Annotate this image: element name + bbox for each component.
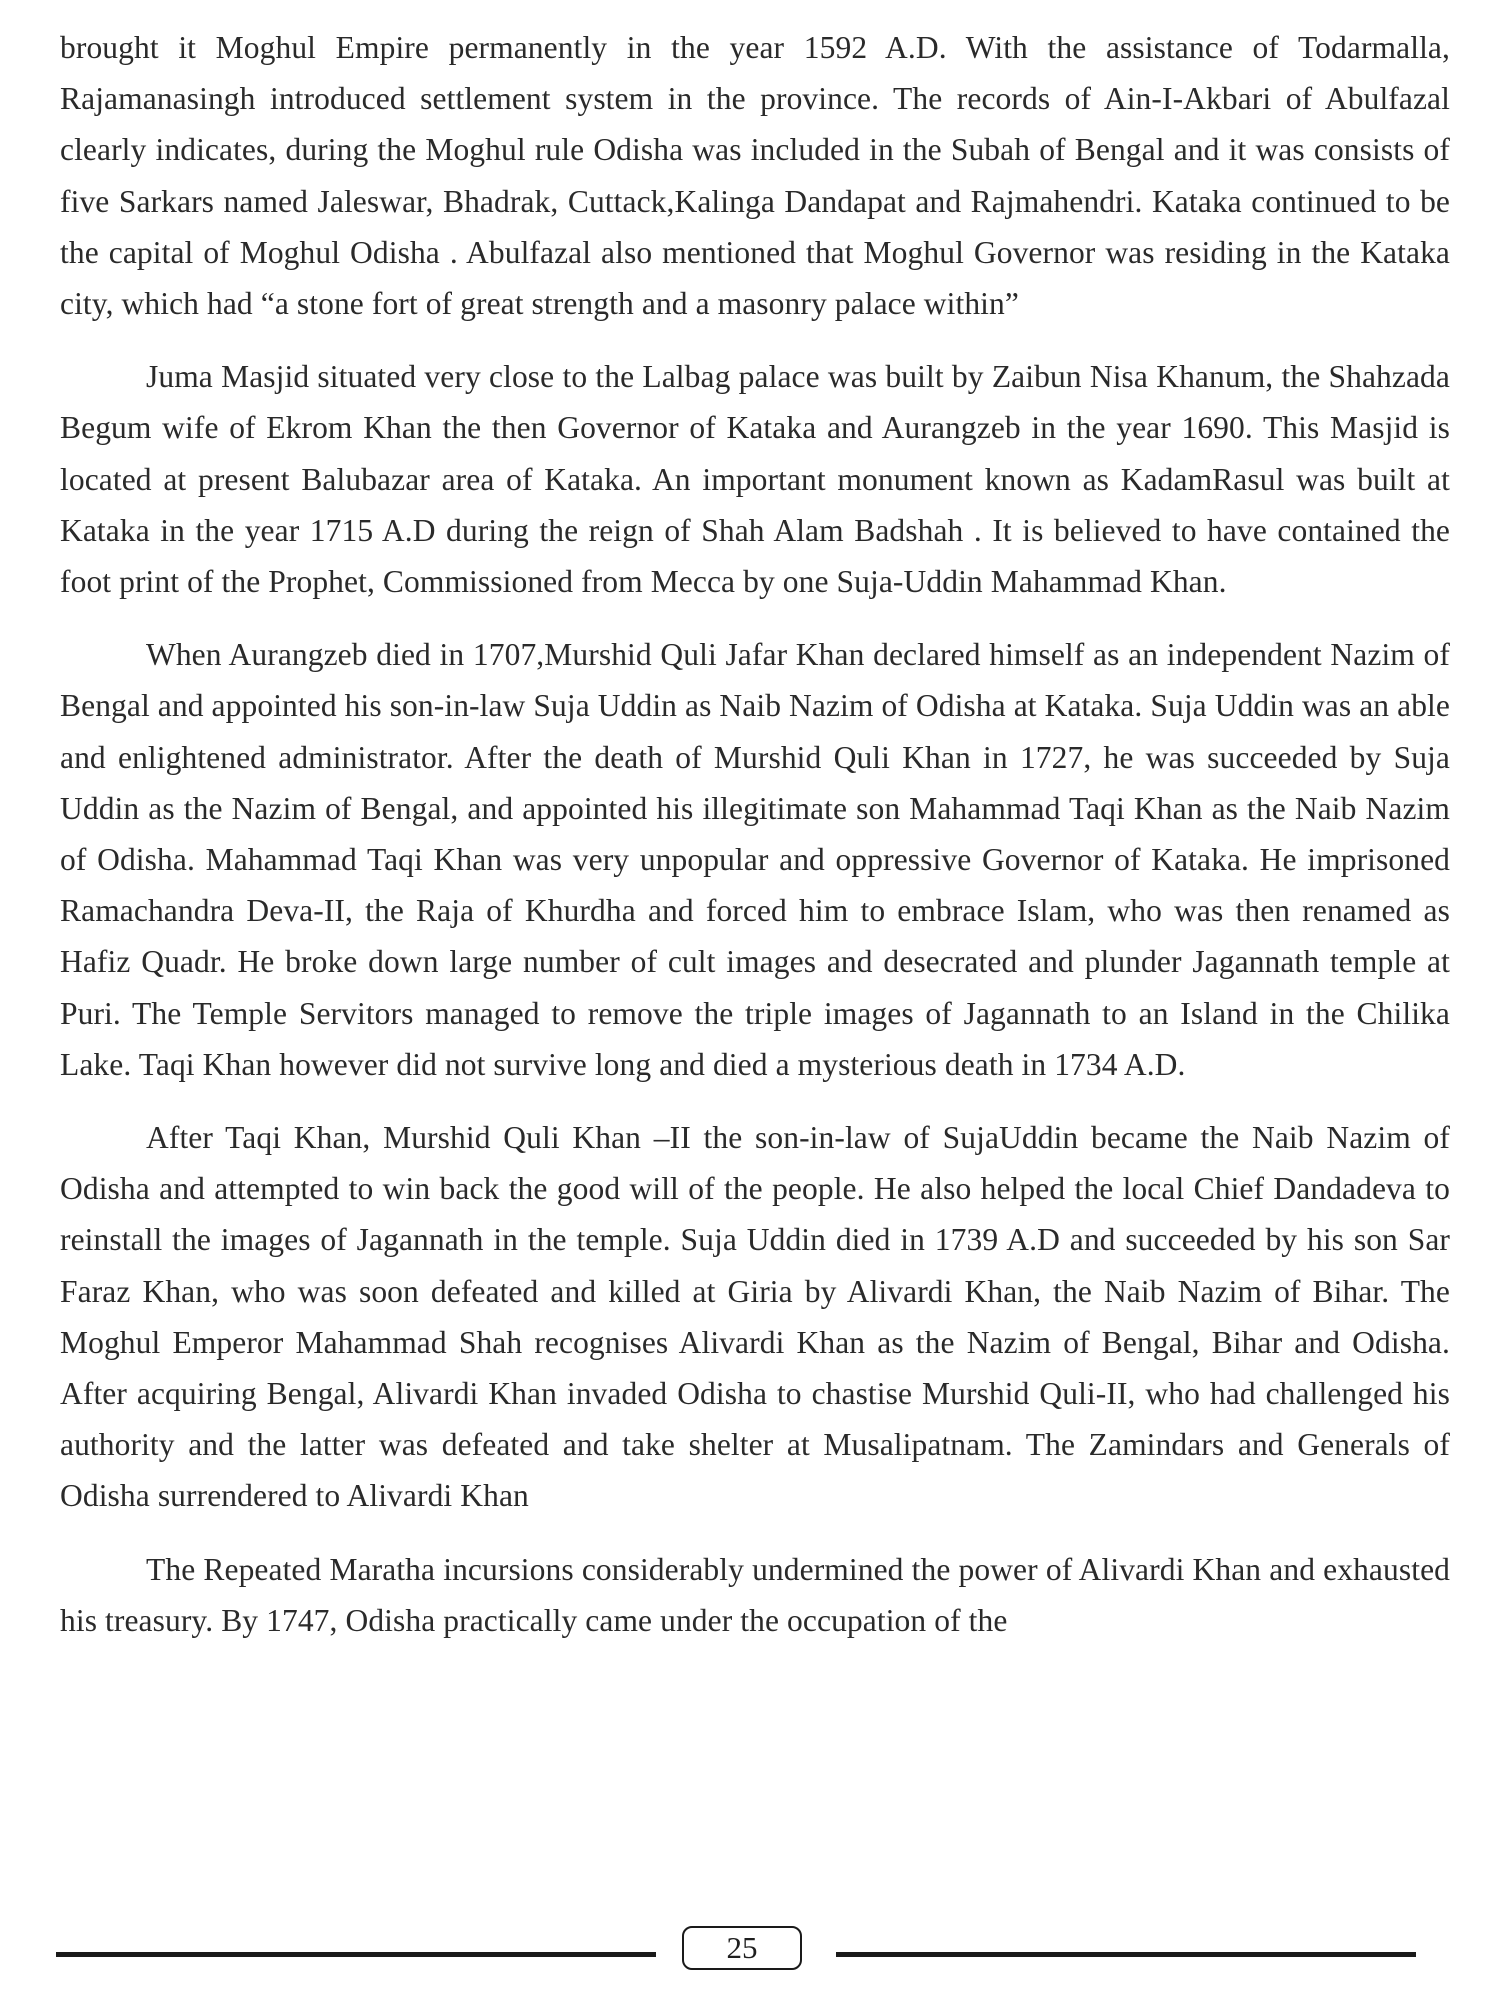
footer-rule-left — [56, 1952, 656, 1957]
page-body — [60, 22, 1450, 1668]
paragraph-maratha-incursions: The Repeated Maratha incursions considerably undermined the power of Alivardi Khan and exhausted his treasury. By 1747, Odisha practically came under the occupation of the — [60, 1551, 1450, 1638]
paragraph-after-taqi-khan: After Taqi Khan, Murshid Quli Khan –II the son-in-law of SujaUddin became the Naib Nazim of Odisha and attempted to win back the good will of the people. He also helped the local Chief Dandadeva to reinstall the images of Jagannath in the temple. Suja Uddin died in 1739 A.D and succeeded by his son Sar Faraz Khan, who was soon defeated and killed at Giria by Alivardi Khan, the Naib Nazim of Bihar. The Moghul Emperor Mahammad Shah recognises Alivardi Khan as the Nazim of Bengal, Bihar and Odisha. After acquiring Bengal, Alivardi Khan invaded Odisha to chastise Murshid Quli-II, who had challenged his authority and the latter was defeated and take shelter at Musalipatnam. The Zamindars and Generals of Odisha surrendered to Alivardi Khan — [60, 1120, 1450, 1514]
page-number: 25 — [682, 1926, 802, 1970]
paragraph-aurangzeb-death: When Aurangzeb died in 1707,Murshid Quli Jafar Khan declared himself as an independent Nazim of Bengal and appointed his son-in-law Suja Uddin as Naib Nazim of Odisha at Kataka. Suja Uddin was an able and enlightened administrator. After the death of Murshid Quli Khan in 1727, he was succeeded by Suja Uddin as the Nazim of Bengal, and appointed his illegitimate son Mahammad Taqi Khan as the Naib Nazim of Odisha. Mahammad Taqi Khan was very unpopular and oppressive Governor of Kataka. He imprisoned Ramachandra Deva-II, the Raja of Khurdha and forced him to embrace Islam, who was then renamed as Hafiz Quadr. He broke down large number of cult images and desecrated and plunder Jagannath temple at Puri. The Temple Servitors managed to remove the triple images of Jagannath to an Island in the Chilika Lake. Taqi Khan however did not survive long and died a mysterious death in 1734 A.D. — [60, 637, 1450, 1082]
paragraph-moghul-settlement: brought it Moghul Empire permanently in the year 1592 A.D. With the assistance of Todarmalla, Rajamanasingh introduced settlement system in the province. The records of Ain-I-Akbari of Abulfazal clearly indicates, during the Moghul rule Odisha was included in the Subah of Bengal and it was consists of five Sarkars named Jaleswar, Bhadrak, Cuttack,Kalinga Dandapat and Rajmahendri. Kataka continued to be the capital of Moghul Odisha . Abulfazal also mentioned that Moghul Governor was residing in the Kataka city, which had “a stone fort of great strength and a masonry palace within” — [60, 30, 1450, 322]
paragraph-juma-masjid: Juma Masjid situated very close to the Lalbag palace was built by Zaibun Nisa Khanum, the Shahzada Begum wife of Ekrom Khan the then Governor of Kataka and Aurangzeb in the year 1690. This Masjid is located at present Balubazar area of Kataka. An important monument known as KadamRasul was built at Kataka in the year 1715 A.D during the reign of Shah Alam Badshah . It is believed to have contained the foot print of the Prophet, Commissioned from Mecca by one Suja-Uddin Mahammad Khan. — [60, 359, 1450, 600]
footer-rule-right — [836, 1952, 1416, 1957]
page-footer — [56, 1926, 1448, 1970]
